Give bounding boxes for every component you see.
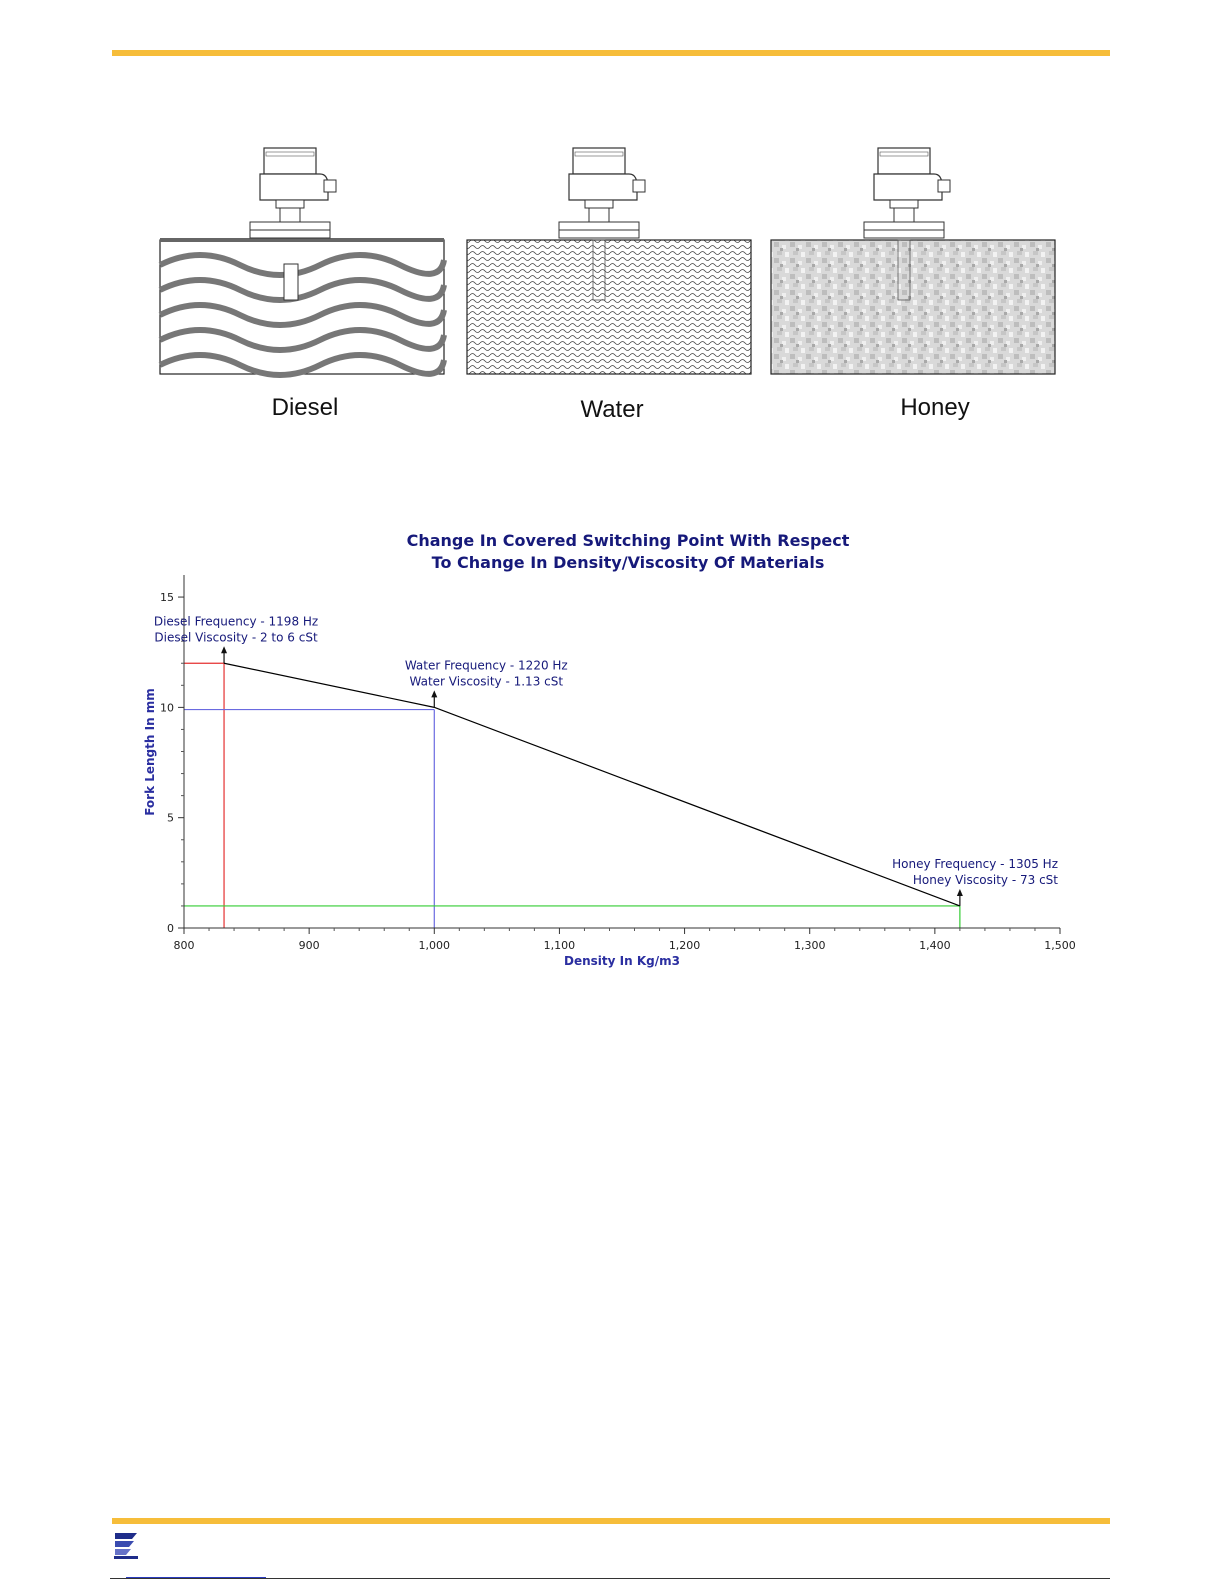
- annotation-arrowhead: [221, 646, 227, 653]
- caption-diesel: Diesel: [271, 394, 339, 421]
- x-tick-label: 1,100: [543, 939, 576, 952]
- chart-svg: [130, 525, 1090, 985]
- fork-switch-illustrations: [150, 130, 1080, 450]
- caption-honey: Honey: [900, 394, 970, 421]
- header-rule: [112, 50, 1110, 56]
- x-tick-label: 900: [298, 939, 320, 952]
- caption-water: Water: [580, 396, 644, 423]
- annotation-text: Diesel Viscosity - 2 to 6 cSt: [154, 630, 318, 645]
- diesel-tank: [160, 148, 444, 375]
- y-tick-label: 15: [160, 591, 174, 605]
- annotation-text: Water Frequency - 1220 Hz: [404, 658, 568, 673]
- series-line: [224, 663, 960, 906]
- x-tick-label: 1,500: [1044, 939, 1076, 952]
- company-logo: [112, 1531, 140, 1561]
- y-tick-label: 10: [160, 701, 174, 715]
- x-tick-label: 1,200: [668, 939, 701, 952]
- footer-link[interactable]: [126, 1563, 266, 1578]
- annotation-text: Water Viscosity - 1.13 cSt: [409, 674, 564, 689]
- company-logo-icon: [112, 1531, 140, 1561]
- annotation-arrowhead: [957, 889, 963, 896]
- density-chart: [130, 525, 1090, 985]
- chart-title-line-2: To Change In Density/Viscosity Of Materials: [431, 553, 825, 572]
- annotation-text: Honey Frequency - 1305 Hz: [892, 856, 1058, 871]
- x-tick-label: 800: [173, 939, 195, 952]
- chart-title-line-1: Change In Covered Switching Point With Respect: [406, 531, 850, 550]
- y-tick-label: 5: [167, 811, 174, 825]
- x-axis-label: Density In Kg/m3: [564, 954, 680, 968]
- y-tick-label: 0: [167, 922, 174, 935]
- honey-tank: [771, 148, 1055, 374]
- footer-rule: [112, 1518, 1110, 1524]
- y-axis-label: Fork Length In mm: [143, 688, 157, 816]
- x-tick-label: 1,300: [793, 939, 826, 952]
- x-tick-label: 1,000: [418, 939, 451, 952]
- annotation-arrowhead: [431, 690, 437, 697]
- x-tick-label: 1,400: [919, 939, 951, 952]
- water-tank: [467, 148, 751, 374]
- annotation-text: Honey Viscosity - 73 cSt: [912, 872, 1058, 887]
- annotation-text: Diesel Frequency - 1198 Hz: [153, 614, 319, 629]
- footer-thin-line: [110, 1578, 1110, 1579]
